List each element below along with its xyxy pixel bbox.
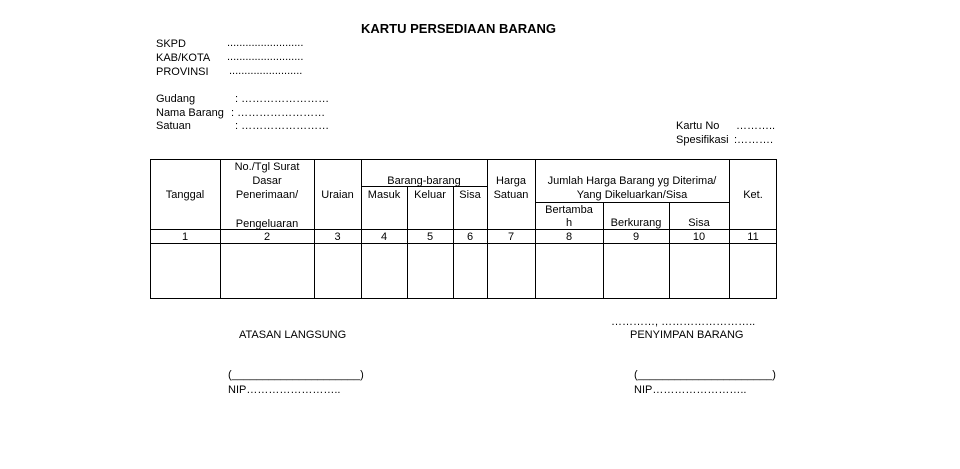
header-jumlah-line2: Yang Dikeluarkan/Sisa [576,189,688,201]
gudang-value: : …………………… [235,93,330,105]
header-harga-line2: Satuan [493,189,529,201]
right-signatory-name: (______________________) [634,369,776,381]
satuan-value: : …………………… [235,120,330,132]
header-no-tgl-line2: Dasar [252,175,282,187]
header-uraian: Uraian [321,189,354,201]
spesifikasi-label: Spesifikasi [676,134,729,146]
kabkota-label: KAB/KOTA [156,52,211,64]
column-number: 4 [380,231,388,243]
table-top-border [150,159,777,160]
header-sisa: Sisa [459,189,481,201]
column-number: 1 [181,231,189,243]
column-number: 2 [263,231,271,243]
column-number: 5 [426,231,434,243]
jumlah-group-underline [535,202,729,203]
column-number: 11 [747,231,759,243]
header-no-tgl-line3: Penerimaan/ [235,189,299,201]
nama-barang-label: Nama Barang [156,107,224,119]
header-barang-group: Barang-barang [387,175,461,187]
nama-barang-value: : …………………… [231,107,326,119]
column-number: 9 [632,231,640,243]
provinsi-label: PROVINSI [156,66,209,78]
skpd-value: ......................... [227,37,304,49]
column-number: 3 [334,231,341,243]
header-ket: Ket. [743,189,763,201]
right-nip: NIP…………………….. [634,384,747,396]
table-bottom-border [150,298,777,299]
header-no-tgl-line1: No./Tgl Surat [234,161,300,173]
header-bertambah-line1: Bertamba [545,204,593,216]
column-number: 7 [507,231,515,243]
place-date: …………, …………………….. [611,316,756,328]
page-title: KARTU PERSEDIAAN BARANG [361,21,557,36]
kartu-no-value: ……….. [736,120,776,132]
header-keluar: Keluar [414,189,446,201]
header-berkurang: Berkurang [610,217,662,229]
header-bertambah-line2: h [565,217,573,229]
left-signatory-name: (_____________________) [228,369,364,381]
header-tanggal: Tanggal [165,189,205,201]
header-no-tgl-line4: Pengeluaran [235,218,299,230]
header-masuk: Masuk [367,189,401,201]
kabkota-value: ......................... [227,51,304,63]
skpd-label: SKPD [156,38,186,50]
satuan-label: Satuan [156,120,191,132]
gudang-label: Gudang [156,93,196,105]
left-signatory-title: ATASAN LANGSUNG [239,329,347,341]
column-number: 8 [565,231,573,243]
provinsi-value: ........................ [229,65,303,77]
header-jumlah-line1: Jumlah Harga Barang yg Diterima/ [547,175,717,187]
column-number: 6 [466,231,474,243]
header-sisa-2: Sisa [688,217,710,229]
spesifikasi-value: :………. [734,134,774,146]
column-number: 10 [692,231,706,243]
kartu-no-label: Kartu No [676,120,720,132]
table-row [151,244,776,298]
col-border [776,159,777,299]
left-nip: NIP…………………….. [228,384,341,396]
header-harga-line1: Harga [496,175,526,187]
right-signatory-title: PENYIMPAN BARANG [630,329,744,341]
